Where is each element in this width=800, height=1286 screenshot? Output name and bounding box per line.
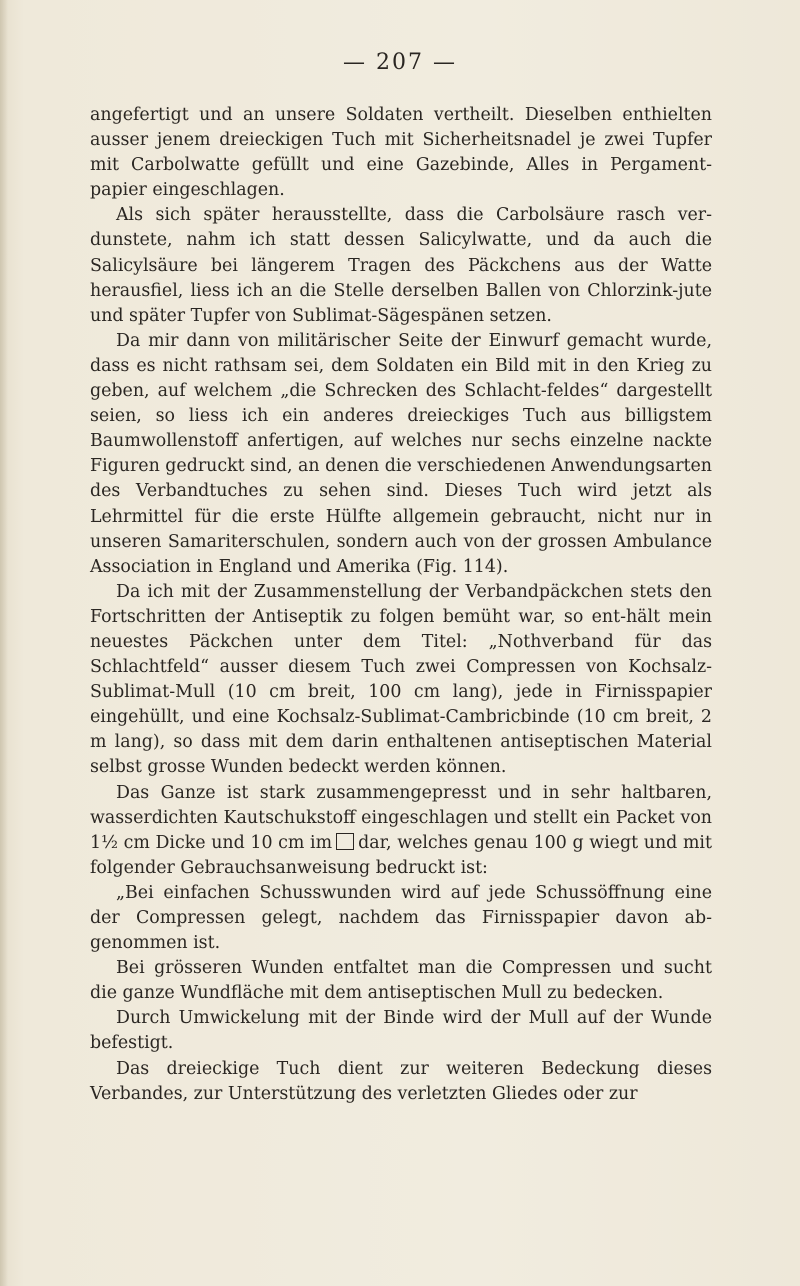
paragraph-3: Da mir dann von militärischer Seite der Einwurf gemacht wurde, dass es nicht rathsam sei, dem Soldaten ein Bild mit in den Krieg zu geben, auf welchem „die Schrecken des Schlacht-feldes“ dargestellt seien, so liess ich ein anderes dreieckiges Tuch aus billigstem Baumwollenstoff anfertigen, auf welches nur sechs einzelne nackte Figuren gedruckt sind, an denen die verschiedenen Anwendungsarten des Verbandtuches zu sehen sind. Dieses Tuch wird jetzt als Lehrmittel für die erste Hülfte allgemein gebraucht, nicht nur in unseren Samariterschulen, sondern auch von der grossen Ambulance Association in England und Amerika (Fig. 114).	[90, 330, 712, 577]
paragraph-4: Da ich mit der Zusammenstellung der Verbandpäckchen stets den Fortschritten der Antiseptik zu folgen bemüht war, so ent-hält mein neuestes Päckchen unter dem Titel: „Nothverband für das Schlachtfeld“ ausser diesem Tuch zwei Compressen von Kochsalz-Sublimat-Mull (10 cm breit, 100 cm lang), jede in Firnisspapier eingehüllt, und eine Kochsalz-Sublimat-Cambricbinde (10 cm breit, 2 m lang), so dass mit dem darin enthaltenen antiseptischen Material selbst grosse Wunden bedeckt werden können.	[90, 581, 712, 778]
paragraph-1: angefertigt und an unsere Soldaten vertheilt. Dieselben enthielten ausser jenem dreieckigen Tuch mit Sicherheitsnadel je zwei Tupfer mit Carbolwatte gefüllt und eine Gazebinde, Alles in Pergament-papier eingeschlagen.	[90, 105, 712, 201]
paragraph-7: Bei grösseren Wunden entfaltet man die Compressen und sucht die ganze Wundfläche mit dem antiseptischen Mull zu bedecken.	[90, 958, 712, 1004]
paragraph-6: „Bei einfachen Schusswunden wird auf jede Schussöffnung eine der Compressen gelegt, nachdem das Firnisspapier davon ab-genommen ist.	[90, 882, 712, 954]
spine-shadow	[0, 0, 8, 1286]
body-text	[90, 103, 712, 1107]
paragraph-5-start: Das Ganze ist stark zusammengepresst und in sehr haltbaren, wasserdichten Kautschukstoff eingeschlagen und stellt ein Packet von 1½ cm Dicke und 10 cm im	[90, 782, 712, 853]
page-number: — 207 —	[343, 50, 457, 75]
paragraph-8: Durch Umwickelung mit der Binde wird der Mull auf der Wunde befestigt.	[90, 1008, 712, 1054]
paragraph-9: Das dreieckige Tuch dient zur weiteren Bedeckung dieses Verbandes, zur Unterstützung des verletzten Gliedes oder zur	[90, 1058, 712, 1104]
paragraph-5-end: dar, welches genau 100 g wiegt und mit folgender Gebrauchsanweisung bedruckt ist:	[90, 832, 712, 878]
square-symbol-icon	[336, 833, 354, 850]
paragraph-2: Als sich später herausstellte, dass die Carbolsäure rasch ver-dunstete, nahm ich statt dessen Salicylwatte, und da auch die Salicylsäure bei längerem Tragen des Päckchens aus der Watte herausfiel, liess ich an die Stelle derselben Ballen von Chlorzink-jute und später Tupfer von Sublimat-Sägespänen setzen.	[90, 205, 712, 326]
paragraph-5	[90, 781, 712, 881]
